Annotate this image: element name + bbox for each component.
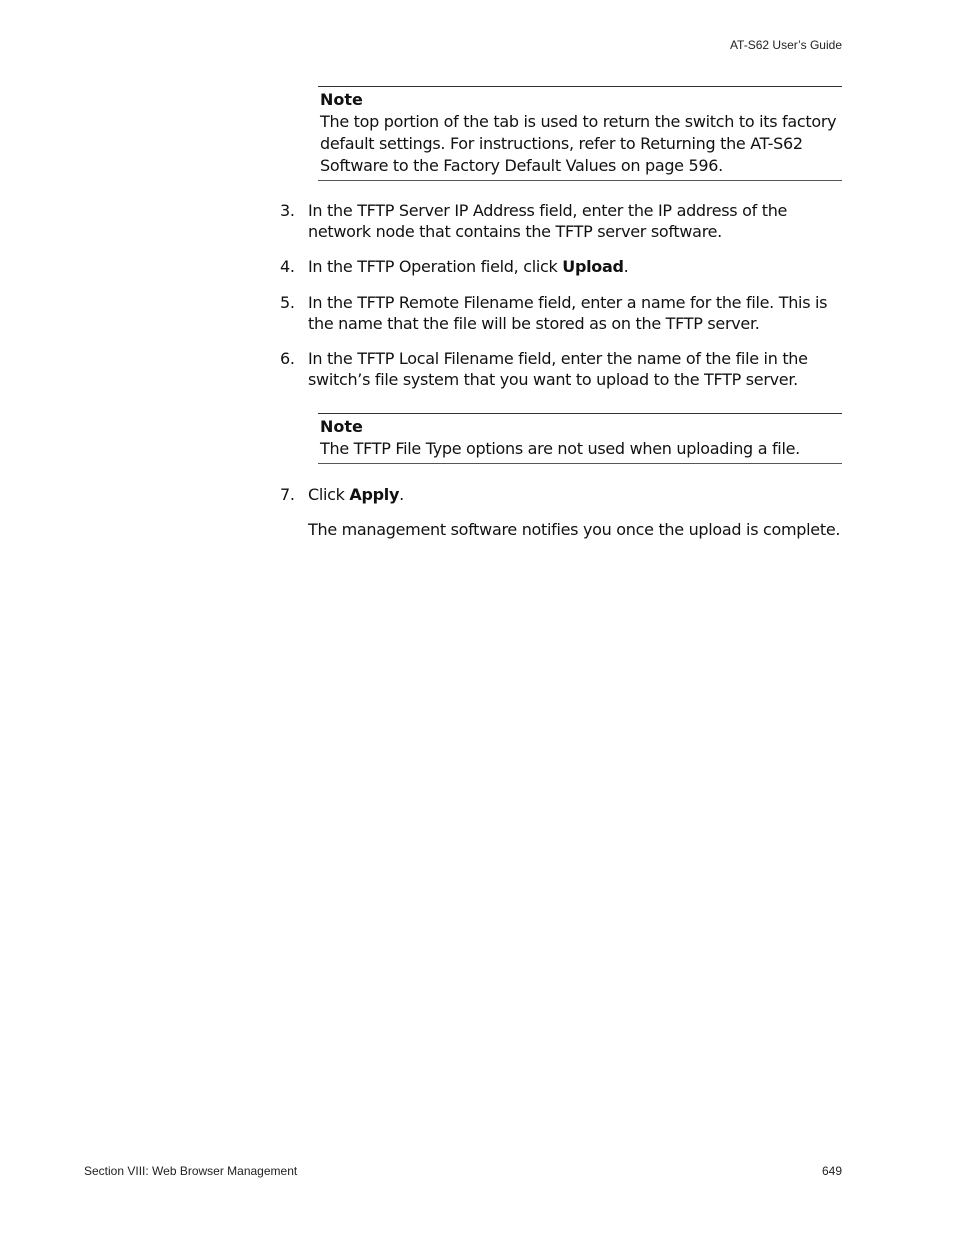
step-text-post: . — [399, 485, 404, 504]
note-box-file-type — [318, 413, 842, 464]
step-number: 5. — [280, 293, 295, 312]
footer-section-title: Section VIII: Web Browser Management — [84, 1164, 298, 1178]
closing-paragraph: The management software notifies you once the upload is complete. — [308, 520, 841, 539]
step-text — [308, 256, 842, 277]
step-number: 3. — [280, 201, 295, 220]
step-text: In the TFTP Local Filename field, enter the name of the file in the switch’s file system that you want to upload to the TFTP server. — [308, 349, 808, 389]
step-text-pre: In the TFTP Operation field, click — [308, 257, 563, 276]
note-text: The top portion of the tab is used to return the switch to its factory default settings. For instructions, refer to Returning the AT-S62 Software to the Factory Default Values on page 596. — [320, 112, 837, 175]
step-number: 7. — [280, 485, 295, 504]
step-text: In the TFTP Server IP Address field, enter the IP address of the network node that contains the TFTP server software. — [308, 201, 788, 241]
step-text — [308, 484, 842, 505]
step-text-post: . — [623, 257, 629, 276]
step-number: 4. — [280, 257, 295, 276]
note-text: The TFTP File Type options are not used when uploading a file. — [320, 439, 800, 458]
ui-label-upload: Upload — [562, 257, 624, 276]
ui-label-apply: Apply — [349, 485, 400, 504]
step-text-pre: Click — [308, 485, 350, 504]
step-number: 6. — [280, 349, 295, 368]
note-title: Note — [320, 90, 363, 109]
step-text: In the TFTP Remote Filename field, enter a name for the file. This is the name that the file will be stored as on the TFTP server. — [308, 293, 828, 333]
note-box-factory-defaults — [318, 86, 842, 181]
running-header: AT-S62 User’s Guide — [729, 38, 842, 52]
footer-page-number: 649 — [821, 1164, 842, 1178]
note-title: Note — [320, 417, 363, 436]
